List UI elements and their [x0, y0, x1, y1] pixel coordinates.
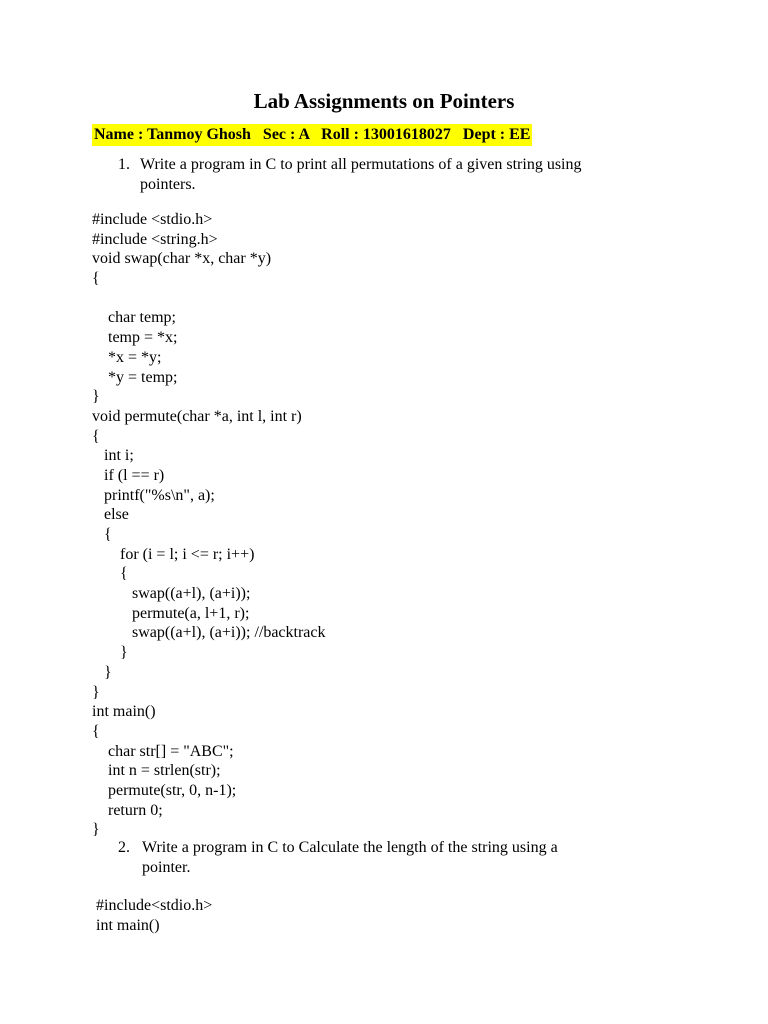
- code-listing-string-length: [96, 896, 212, 935]
- code-line: {: [92, 565, 128, 583]
- code-listing-permutations: [92, 210, 326, 840]
- code-line: int main(): [96, 916, 160, 934]
- code-line: {: [92, 270, 100, 288]
- code-line: {: [92, 722, 100, 740]
- code-line: }: [92, 388, 100, 406]
- code-line: int n = strlen(str);: [92, 762, 221, 780]
- question-text: [140, 155, 582, 195]
- student-info-highlight: Name : Tanmoy Ghosh Sec : A Roll : 13001618027 Dept : EE: [92, 124, 532, 146]
- code-line: char str[] = "ABC";: [92, 742, 234, 760]
- code-line: swap((a+l), (a+i));: [92, 585, 251, 603]
- code-line: swap((a+l), (a+i)); //backtrack: [92, 624, 326, 642]
- question-number: 1.: [118, 156, 130, 173]
- code-line: #include <stdio.h>: [92, 211, 213, 228]
- code-line: }: [92, 663, 112, 681]
- code-line: int i;: [92, 447, 134, 465]
- code-line: *x = *y;: [92, 348, 162, 366]
- code-line: char temp;: [92, 309, 176, 327]
- question-1: [118, 155, 678, 195]
- code-line: int main(): [92, 703, 156, 721]
- code-line: if (l == r): [92, 466, 165, 484]
- code-line: permute(str, 0, n-1);: [92, 781, 237, 799]
- question-text-line: Write a program in C to print all permutations of a given string using: [140, 156, 582, 173]
- code-line: void swap(char *x, char *y): [92, 250, 272, 268]
- question-2: [118, 838, 678, 878]
- code-line: printf("%s\n", a);: [92, 486, 215, 504]
- code-line: return 0;: [92, 801, 163, 819]
- question-text: [142, 838, 558, 878]
- code-line: }: [92, 683, 100, 701]
- code-line: #include<stdio.h>: [96, 897, 213, 914]
- code-line: temp = *x;: [92, 329, 178, 347]
- code-line: void permute(char *a, int l, int r): [92, 407, 302, 425]
- code-line: }: [92, 644, 128, 662]
- question-number: 2.: [118, 839, 130, 856]
- code-line: else: [92, 506, 129, 524]
- code-line: }: [92, 821, 100, 839]
- question-text-line: pointer.: [142, 859, 191, 876]
- question-text-line: Write a program in C to Calculate the length of the string using a: [142, 839, 558, 856]
- code-line: *y = temp;: [92, 368, 178, 386]
- code-line: #include <string.h>: [92, 230, 218, 248]
- code-line: for (i = l; i <= r; i++): [92, 545, 255, 563]
- code-line: {: [92, 526, 112, 543]
- page-title: Lab Assignments on Pointers: [253, 89, 515, 113]
- question-text-line: pointers.: [140, 176, 196, 193]
- code-line: {: [92, 427, 100, 445]
- code-line: [92, 289, 326, 309]
- code-line: permute(a, l+1, r);: [92, 604, 250, 622]
